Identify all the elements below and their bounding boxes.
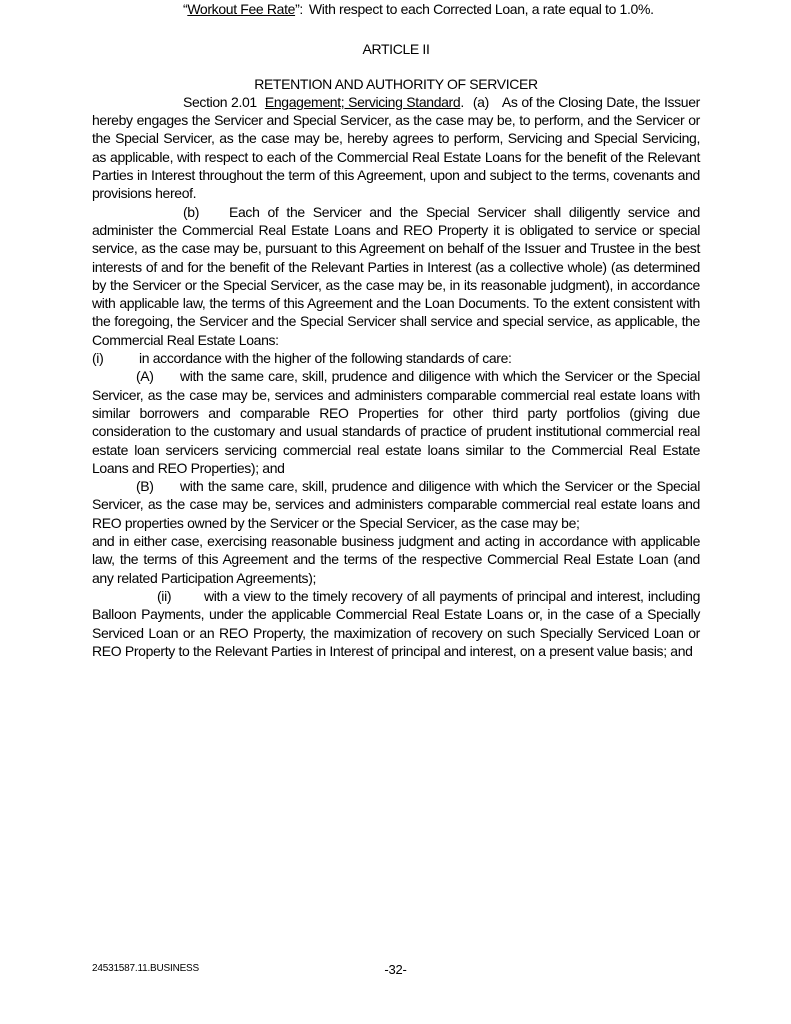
definition-term: Workout Fee Rate: [187, 1, 296, 17]
article-heading: ARTICLE II: [362, 41, 430, 58]
clause-i-item: [92, 349, 700, 367]
clause-A-item: [92, 367, 700, 477]
section-title-period: .: [460, 93, 464, 110]
clause-B-item: [92, 477, 700, 532]
article-subheading: RETENTION AND AUTHORITY OF SERVICER: [254, 75, 538, 92]
either-case-paragraph: and in either case, exercising reasonable business judgment and acting in accordance with applicable law, the terms of this Agreement and the terms of the respective Commercial Real Estate Loan (and any related Participation Agreements);: [92, 533, 700, 586]
clause-ii-text: with a view to the timely recovery of all payments of principal and interest, including Balloon Payments, under the applicable Commercial Real Estate Loans or, in the case of a Specially Serviced Loan or an REO Property, the maximization of recovery on such Specially Serviced Loan or REO Property to the Relevant Parties in Interest of principal and interest, on a present value basis; and: [92, 587, 700, 659]
section-201-paragraph-a: [92, 93, 700, 203]
clause-b-text: Each of the Servicer and the Special Servicer shall diligently service and administer the Commercial Real Estate Loans and REO Property it is obligated to service or special service, as the case may be, pursuant to this Agreement on behalf of the Issuer and Trustee in the best interests of and for the benefit of the Relevant Parties in Interest (as a collective whole) (as determined by the Servicer or the Special Servicer, as the case may be, in its reasonable judgment), in accordance with applicable law, the terms of this Agreement and the Loan Documents. To the extent consistent with the foregoing, the Servicer and the Special Servicer shall service and special service, as applicable, the Commercial Real Estate Loans:: [92, 203, 700, 348]
clause-ii-label: (ii): [157, 587, 172, 604]
clause-B-text: with the same care, skill, prudence and diligence with which the Servicer or the Special Servicer, as the case may be, services and administers comparable commercial real estate loans and REO properties owned by the Servicer or the Special Servicer, as the case may be;: [92, 478, 700, 531]
clause-i-label: (i): [92, 350, 104, 367]
section-title: [265, 94, 464, 110]
clause-ii-item: [92, 587, 700, 660]
footer-document-id: 24531587.11.BUSINESS: [92, 963, 200, 974]
clause-b-label: (b): [183, 203, 200, 220]
definition-workout-fee-rate: [92, 0, 700, 18]
clause-b-paragraph: [92, 203, 700, 349]
definition-text: With respect to each Corrected Loan, a rate equal to 1.0%.: [308, 1, 654, 17]
footer-page-number: -32-: [384, 962, 407, 977]
clause-a-text: As of the Closing Date, the Issuer hereby engages the Servicer and Special Servicer, as the case may be, to perform, and the Servicer or the Special Servicer, as the case may be, hereby agrees to perform, Servicing and Special Servicing, as applicable, with respect to each of the Commercial Real Estate Loans for the benefit of the Relevant Parties in Interest throughout the term of this Agreement, upon and subject to the terms, covenants and provisions hereof.: [92, 93, 700, 202]
definition-colon: ”:: [295, 1, 303, 17]
definition-open-quote: “: [183, 1, 188, 17]
document-body: [92, 0, 700, 660]
clause-B-label: (B): [136, 478, 154, 495]
clause-a-label: (a): [472, 93, 489, 110]
section-number: Section 2.01: [183, 93, 257, 110]
clause-A-label: (A): [136, 368, 154, 385]
clause-A-text: with the same care, skill, prudence and diligence with which the Servicer or the Special Servicer, as the case may be, services and administers comparable commercial real estate loans with similar borrowers and comparable REO Properties for other third party portfolios (giving due consideration to the customary and usual standards of practice of prudent institutional commercial real estate loan servicers servicing commercial real estate loans similar to the Commercial Real Estate Loans and REO Properties); and: [92, 368, 700, 476]
clause-i-text: in accordance with the higher of the following standards of care:: [139, 350, 512, 367]
section-title-underlined: Engagement; Servicing Standard: [264, 93, 461, 110]
